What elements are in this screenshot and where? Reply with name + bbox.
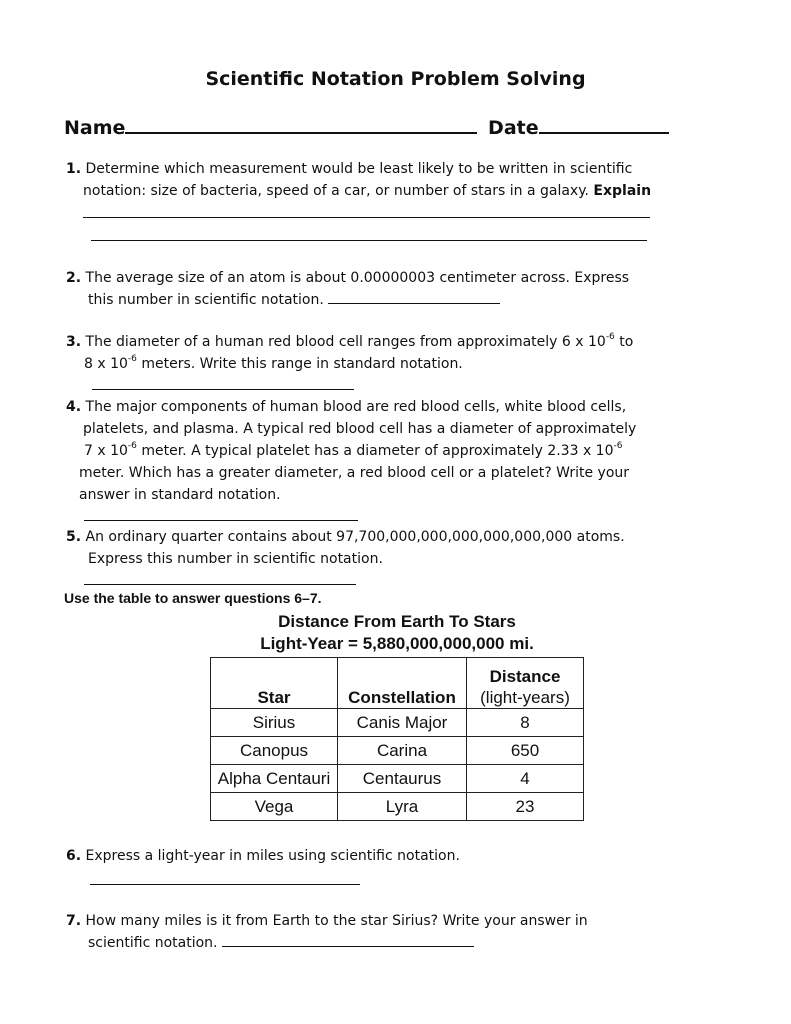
table-subtitle: Light-Year = 5,880,000,000,000 mi. — [260, 634, 534, 653]
question-text: How many miles is it from Earth to the star Sirius? Write your answer in — [85, 913, 588, 929]
cell-distance: 8 — [467, 709, 584, 737]
question-number: 1. — [66, 161, 82, 177]
question-text: answer in standard notation. — [79, 487, 281, 503]
table-header-row — [211, 658, 584, 709]
question-text: notation: size of bacteria, speed of a car, or number of stars in a galaxy. — [83, 183, 589, 199]
question-number: 5. — [66, 529, 82, 545]
question-number: 4. — [66, 399, 82, 415]
question-text: 7 x 10 — [84, 443, 128, 459]
question-text: platelets, and plasma. A typical red blood cell has a diameter of approximately — [83, 421, 637, 437]
table-row — [211, 709, 584, 737]
answer-line-6[interactable] — [90, 884, 360, 885]
question-5 — [66, 526, 625, 570]
cell-star: Sirius — [211, 709, 338, 737]
cell-distance: 23 — [467, 793, 584, 821]
question-text: 8 x 10 — [84, 356, 128, 372]
cell-constellation: Lyra — [338, 793, 467, 821]
question-number: 7. — [66, 913, 82, 929]
header-distance-label: Distance — [489, 667, 561, 686]
cell-constellation: Canis Major — [338, 709, 467, 737]
question-text: Determine which measurement would be least likely to be written in scientific — [85, 161, 633, 177]
cell-distance: 4 — [467, 765, 584, 793]
question-number: 6. — [66, 848, 82, 864]
question-text: meter. A typical platelet has a diameter of approximately 2.33 x 10 — [136, 443, 614, 459]
name-field[interactable] — [125, 114, 477, 134]
cell-star: Alpha Centauri — [211, 765, 338, 793]
distance-table — [210, 657, 584, 821]
exponent: -6 — [127, 441, 137, 452]
question-2 — [66, 267, 629, 311]
table-row — [211, 737, 584, 765]
question-6 — [66, 845, 460, 867]
answer-line-1a[interactable] — [83, 217, 650, 218]
header-star: Star — [211, 658, 338, 709]
table-row — [211, 765, 584, 793]
question-3 — [66, 331, 633, 375]
answer-blank-2[interactable] — [328, 290, 500, 304]
cell-star: Vega — [211, 793, 338, 821]
question-text: The major components of human blood are red blood cells, white blood cells, — [85, 399, 627, 415]
question-7 — [66, 910, 588, 954]
question-text: Express a light-year in miles using scientific notation. — [85, 848, 460, 864]
header-distance-unit: (light-years) — [480, 688, 570, 707]
name-label: Name — [64, 117, 126, 139]
question-text: to — [614, 334, 634, 350]
question-text: The diameter of a human red blood cell ranges from approximately 6 x 10 — [85, 334, 606, 350]
answer-line-1b[interactable] — [91, 240, 647, 241]
question-4 — [66, 396, 636, 506]
answer-line-5[interactable] — [84, 584, 356, 585]
question-text: The average size of an atom is about 0.00000003 centimeter across. Express — [85, 270, 630, 286]
table-title: Distance From Earth To Stars — [278, 612, 516, 631]
cell-constellation: Carina — [338, 737, 467, 765]
table-instructions: Use the table to answer questions 6–7. — [64, 590, 322, 606]
explain-label: Explain — [593, 183, 652, 199]
header-constellation: Constellation — [338, 658, 467, 709]
question-text: this number in scientific notation. — [88, 292, 324, 308]
question-1 — [66, 158, 651, 202]
question-text: meters. Write this range in standard notation. — [136, 356, 463, 372]
page-title: Scientific Notation Problem Solving — [205, 68, 586, 90]
cell-constellation: Centaurus — [338, 765, 467, 793]
exponent: -6 — [127, 354, 137, 365]
cell-star: Canopus — [211, 737, 338, 765]
answer-line-4[interactable] — [84, 520, 358, 521]
question-number: 2. — [66, 270, 82, 286]
question-number: 3. — [66, 334, 82, 350]
question-text: scientific notation. — [88, 935, 218, 951]
date-label: Date — [488, 117, 539, 139]
answer-line-3[interactable] — [92, 389, 354, 390]
exponent: -6 — [605, 332, 615, 343]
exponent: -6 — [613, 441, 623, 452]
question-text: Express this number in scientific notation. — [88, 551, 383, 567]
date-field[interactable] — [539, 114, 669, 134]
name-date-row — [64, 114, 669, 139]
table-row — [211, 793, 584, 821]
header-distance — [467, 658, 584, 709]
question-text: meter. Which has a greater diameter, a red blood cell or a platelet? Write your — [79, 465, 630, 481]
cell-distance: 650 — [467, 737, 584, 765]
question-text: An ordinary quarter contains about 97,700,000,000,000,000,000,000 atoms. — [85, 529, 625, 545]
answer-blank-7[interactable] — [222, 933, 474, 947]
